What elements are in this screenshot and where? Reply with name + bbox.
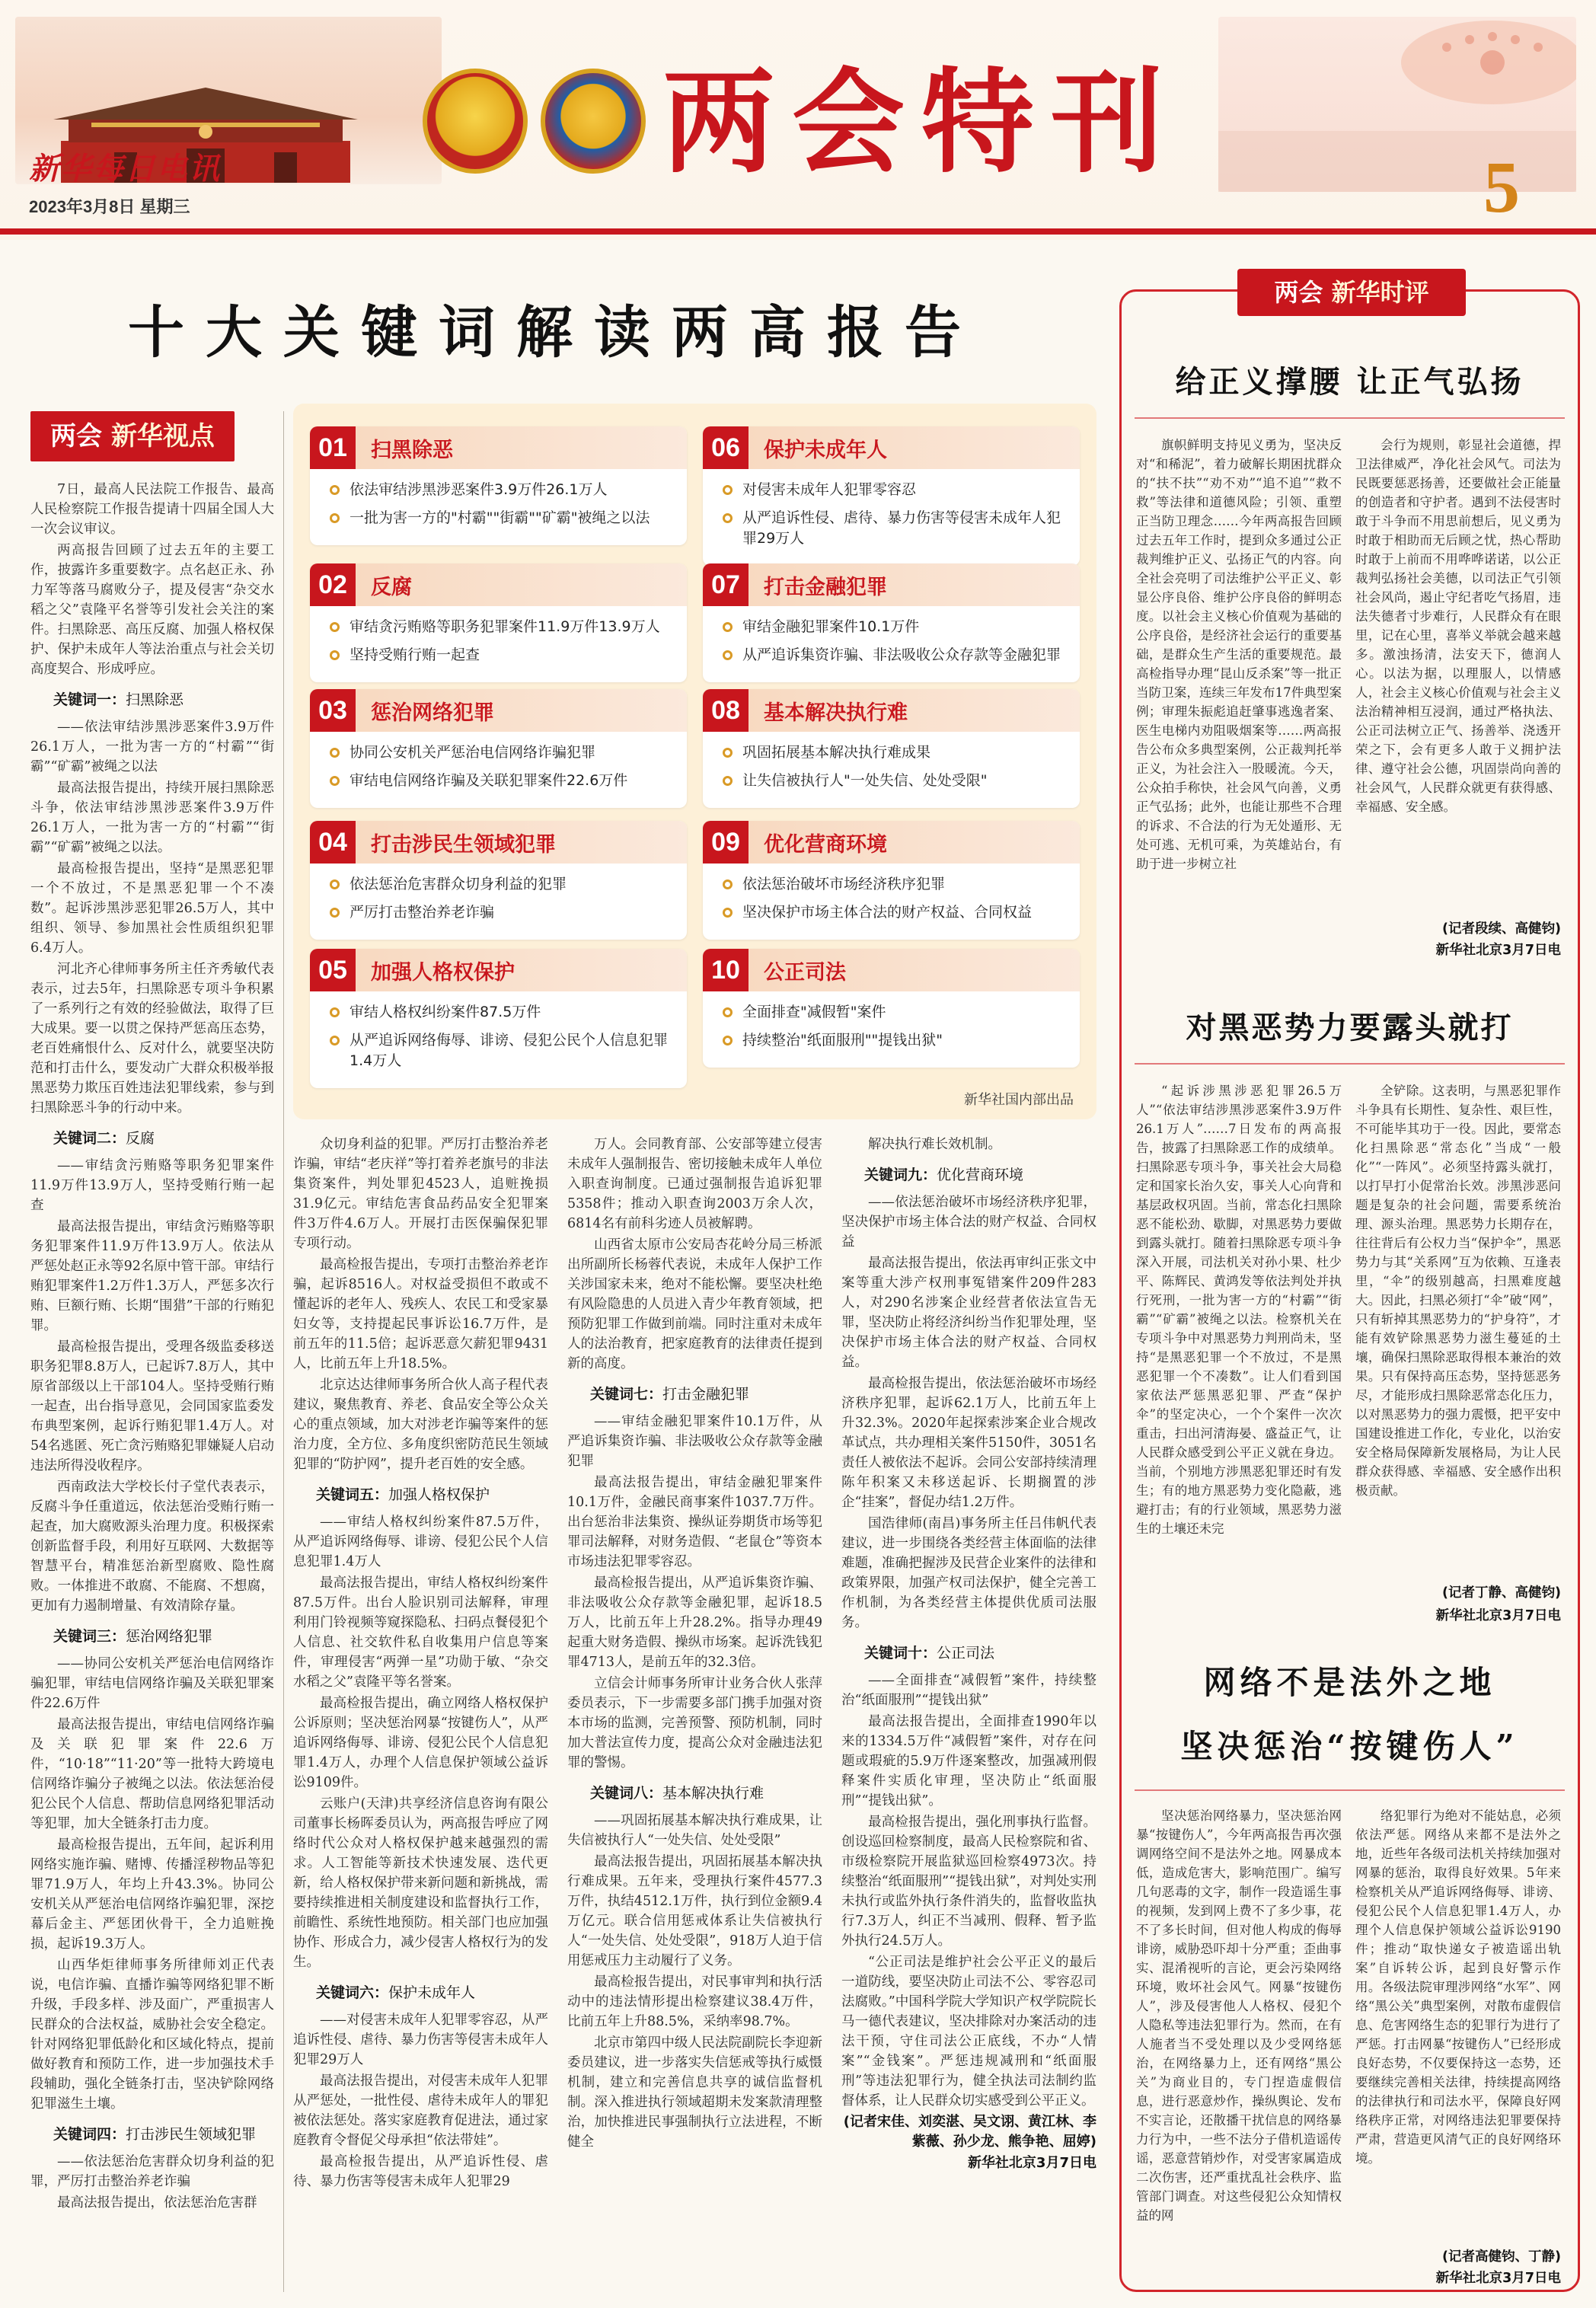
badge-label-part1: 两会 xyxy=(50,421,102,452)
keyword-number: 关键词十： xyxy=(864,1645,937,1662)
article-paragraph: 最高检报告提出，受理各级监委移送职务犯罪8.8万人，已起诉7.8万人，其中原省部级以上干部104人。坚持受贿行贿一起查，出台指导意见，会同国家监委发布典型案例，起诉行贿犯罪1.4万人。对54名逃匿、死亡贪污贿赂犯罪嫌疑人启动违法所得没收程序。 xyxy=(30,1339,274,1473)
article-paragraph: 西南政法大学校长付子堂代表表示，反腐斗争任重道远，依法惩治受贿行贿一起查，加大腐败源头治理力度。积极探索创新监督手段，利用好互联网、大数据等智慧平台，精准惩治新型腐败、隐性腐败。一体推进不敢腐、不能腐、不想腐，更加有力遏制增量、有效清除存量。 xyxy=(30,1480,274,1614)
article-paragraph: ——审结贪污贿赂等职务犯罪案件11.9万件13.9万人，坚持受贿行贿一起查 xyxy=(30,1158,274,1213)
keyword-number: 关键词八： xyxy=(590,1785,663,1802)
keyword-card-header xyxy=(703,563,1080,606)
bullet-dot-icon xyxy=(723,622,733,632)
article-byline: 新华社北京3月7日电 xyxy=(967,2155,1096,2171)
bullet-dot-icon xyxy=(723,1007,733,1017)
bullet-dot-icon xyxy=(723,879,733,889)
keyword-point-text: 审结人格权纠纷案件87.5万件 xyxy=(350,1004,541,1020)
keyword-number: 关键词五： xyxy=(316,1486,389,1503)
keyword-card-title: 惩治网络犯罪 xyxy=(371,701,494,725)
header-rule xyxy=(0,228,1596,235)
keyword-point xyxy=(327,771,673,791)
keyword-point-text: 审结贪污贿赂等职务犯罪案件11.9万件13.9万人 xyxy=(350,618,660,635)
editorial-3-title: 网络不是法外之地 坚决惩治“按键伤人” xyxy=(1180,1664,1519,1765)
article-paragraph: ——巩固拓展基本解决执行难成果，让失信被执行人“一处失信、处处受限” xyxy=(567,1813,822,1848)
keyword-point-text: 从严追诉网络侮辱、诽谤、侵犯公民个人信息犯罪1.4万人 xyxy=(350,1032,669,1069)
article-paragraph: ——依法惩治破坏市场经济秩序犯罪，坚决保护市场主体合法的财产权益、合同权益 xyxy=(841,1195,1096,1250)
keyword-topic: 反腐 xyxy=(126,1130,155,1147)
keyword-point xyxy=(720,874,1066,895)
keyword-card xyxy=(703,821,1080,940)
keyword-card xyxy=(703,689,1080,808)
article-paragraph: ——全面排查“减假暂”案件，持续整治“纸面服刑”“提钱出狱” xyxy=(841,1673,1096,1708)
keyword-card-title: 反腐 xyxy=(371,575,412,599)
keyword-topic: 打击金融犯罪 xyxy=(662,1386,750,1403)
bullet-dot-icon xyxy=(723,1036,733,1045)
article-paragraph: 最高法报告提出，巩固拓展基本解决执行难成果。五年来，受理执行案件4577.3万件，执结4512.1万件，执行到位金额9.4万亿元。联合信用惩戒体系让失信被执行人“一处失信、处处受限”，918万人迫于信用惩戒压力主动履行了义务。 xyxy=(567,1854,822,1968)
editorial-1-right: 会行为规则，彰显社会道德，捍卫法律威严，净化社会风气。司法为民既要惩恶扬善，还要做社会正能量的创造者和守护者。遇到不法侵害时敢于斗争而不用思前想后，见义勇为时敢于相助而无后顾之忧，热心帮助时敢于上前而不用哗哗诺诺，以公正裁判弘扬社会美德，以司法正气引领社会风尚，遏止守纪者吃气扬眉，违法失德者寸步难行，人民群众有在眼里，记在心里，喜举义举就会越来越多。激浊扬清，法安天下，德润人心。以法为据，以理服人，以情感人，社会主义核心价值观与社会主义法治精神相互浸润，通过严格执法、公正司法树立正气、扬善举、浇透开荣之下，会有更多人敢于义拥护法律、遵守社会公德，巩固崇尚向善的社会风气，人民群众就更有获得感、幸福感、安全感。 xyxy=(1355,438,1561,814)
keyword-card-points xyxy=(703,606,1080,682)
keyword-heading xyxy=(316,1983,548,2003)
article-paragraph: ——对侵害未成年人犯罪零容忍，从严追诉性侵、虐待、暴力伤害等侵害未成年人犯罪29万人 xyxy=(293,2013,548,2067)
editorial-2-byline: (记者丁静、高健钧) xyxy=(1442,1585,1561,1601)
infographic-credit: 新华社国内部出品 xyxy=(964,1092,1074,1108)
keyword-card-title: 打击涉民生领域犯罪 xyxy=(371,832,556,857)
keyword-card-number: 08 xyxy=(703,689,749,732)
page-number: 5 xyxy=(1483,146,1520,228)
keyword-point xyxy=(327,645,673,666)
keyword-topic: 保护未成年人 xyxy=(388,1984,476,2001)
badge-label-part1: 两会 xyxy=(1274,278,1323,307)
bullet-dot-icon xyxy=(330,776,340,786)
article-paragraph: 解决执行难长效机制。 xyxy=(868,1137,1001,1152)
keyword-point xyxy=(720,508,1066,549)
keyword-card-points xyxy=(310,991,687,1088)
bullet-dot-icon xyxy=(723,748,733,758)
keyword-point xyxy=(720,742,1066,763)
article-paragraph: 山西华炬律师事务所律师刘正代表说，电信诈骗、直播诈骗等网络犯罪不断升级，手段多样、涉及面广，严重损害人民群众的合法权益，威胁社会安全稳定。针对网络犯罪低龄化和区域化特点，提前做好教育和预防工作，进一步加强技术手段辅助，强化全链条打击，坚决铲除网络犯罪滋生土壤。 xyxy=(30,1958,274,2112)
keyword-point-text: 审结电信网络诈骗及关联犯罪案件22.6万件 xyxy=(350,772,628,789)
bullet-dot-icon xyxy=(330,650,340,660)
article-paragraph: 最高法报告提出，审结电信网络诈骗及关联犯罪案件22.6万件，“10·18”“11·20”等一批特大跨境电信网络诈骗分子被绳之以法。依法惩治侵犯公民个人信息、帮助信息网络犯罪活动等犯罪，加大全链条打击力度。 xyxy=(30,1717,274,1831)
keyword-card-points xyxy=(310,469,687,545)
keyword-topic: 惩治网络犯罪 xyxy=(126,1628,213,1645)
keyword-card xyxy=(310,426,687,545)
keyword-topic: 基本解决执行难 xyxy=(662,1785,764,1802)
keyword-card-number: 03 xyxy=(310,689,356,732)
keyword-card-number: 09 xyxy=(703,821,749,864)
article-paragraph: 最高法报告提出，全面排查1990年以来的1334.5万件“减假暂”案件，对存在问题或瑕疵的5.9万件逐案整改，加强减刑假释案件实质化审理，坚决防止“纸面服刑”“提钱出狱”。 xyxy=(841,1714,1096,1808)
keyword-topic: 优化营商环境 xyxy=(937,1167,1024,1183)
keyword-card-header xyxy=(310,821,687,864)
article-paragraph: ——审结金融犯罪案件10.1万件，从严追诉集资诈骗、非法吸收公众存款等金融犯罪 xyxy=(567,1414,822,1469)
keyword-card-title: 公正司法 xyxy=(764,960,846,985)
great-hall-photo xyxy=(1218,17,1576,192)
keyword-point xyxy=(720,480,1066,500)
bullet-dot-icon xyxy=(723,650,733,660)
title-rule xyxy=(1135,417,1565,419)
keyword-point-text: 依法惩治危害群众切身利益的犯罪 xyxy=(350,876,567,892)
keyword-number: 关键词七： xyxy=(590,1386,663,1403)
article-paragraph: 两高报告回顾了过去五年的主要工作，披露许多重要数字。点名赵正永、孙力军等落马腐败分子，提及侵害“杂交水稻之父”袁隆平名誉等引发社会关注的案件。扫黑除恶、高压反腐、加强人格权保护、保护未成年人等法治重点与社会关切高度契合、形成呼应。 xyxy=(30,543,274,677)
article-byline: (记者宋佳、刘奕湛、吴文诩、黄江林、李紫薇、孙少龙、熊争艳、屈婷) xyxy=(843,2114,1096,2150)
title-rule xyxy=(1135,1789,1565,1791)
article-column-3 xyxy=(567,1135,822,2296)
keyword-card-title: 打击金融犯罪 xyxy=(764,575,887,599)
article-column-2 xyxy=(293,1135,548,2296)
article-paragraph: 最高法报告提出，审结贪污贿赂等职务犯罪案件11.9万件13.9万人。依法从严惩处赵正永等92名原中管干部。审结行贿犯罪案件1.2万件1.3万人，严惩多次行贿、巨额行贿、长期“围猎”干部的行贿犯罪。 xyxy=(30,1219,274,1333)
keyword-card xyxy=(310,821,687,940)
keyword-heading xyxy=(53,1626,274,1646)
keyword-card-header xyxy=(310,563,687,606)
article-paragraph: 最高法报告提出，持续开展扫黑除恶斗争，依法审结涉黑涉恶案件3.9万件26.1万人，一批为害一方的“村霸”“街霸”“矿霸”被绳之以法。 xyxy=(30,781,274,855)
keyword-card-header xyxy=(310,689,687,732)
keyword-card-points xyxy=(703,991,1080,1068)
keyword-card-number: 02 xyxy=(310,563,356,606)
bullet-dot-icon xyxy=(330,485,340,495)
keyword-point-text: 对侵害未成年人犯罪零容忍 xyxy=(742,481,917,498)
keyword-number: 关键词二： xyxy=(53,1130,126,1147)
editorial-1-byline: (记者段续、高健钧) xyxy=(1442,921,1561,937)
article-paragraph: 云账户(天津)共享经济信息咨询有限公司董事长杨晖委员认为，两高报告呼应了网络时代公众对人格权保护越来越强烈的需求。人工智能等新技术快速发展、迭代更新，给人格权保护带来新问题和新挑战，需要持续推进相关制度建设和监督执行工作，前瞻性、系统性地预防。相关部门也应加强协作、形成合力，减少侵害人格权行为的发生。 xyxy=(293,1796,548,1970)
keyword-topic: 打击涉民生领域犯罪 xyxy=(126,2126,257,2143)
keyword-point-text: 坚持受贿行贿一起查 xyxy=(350,646,480,663)
bullet-dot-icon xyxy=(330,513,340,523)
keyword-heading xyxy=(590,1783,822,1803)
keyword-point-text: 严厉打击整治养老诈骗 xyxy=(350,904,495,921)
keyword-card xyxy=(703,949,1080,1068)
badge-label-part2: 新华时评 xyxy=(1323,278,1429,307)
article-paragraph: 立信会计师事务所审计业务合伙人张萍委员表示，下一步需要多部门携手加强对资本市场的监测，完善预警、预防机制，同时加大普法宣传力度，提高公众对金融违法犯罪的警惕。 xyxy=(567,1676,822,1770)
keyword-heading xyxy=(53,690,274,710)
keyword-card-number: 04 xyxy=(310,821,356,864)
keyword-card xyxy=(310,949,687,1088)
keyword-card-header xyxy=(703,426,1080,469)
editorial-3-byline: (记者高健钧、丁静) xyxy=(1442,2249,1561,2265)
keyword-point xyxy=(720,645,1066,666)
keyword-point xyxy=(720,1002,1066,1023)
keyword-point-text: 从严追诉性侵、虐待、暴力伤害等侵害未成年人犯罪29万人 xyxy=(742,509,1061,547)
keyword-point-text: 依法审结涉黑涉恶案件3.9万件26.1万人 xyxy=(350,481,608,498)
national-emblem-icon xyxy=(423,69,528,174)
keyword-point-text: 审结金融犯罪案件10.1万件 xyxy=(742,618,920,635)
keyword-heading xyxy=(864,1643,1096,1663)
newspaper-logo: 新华每日电讯 xyxy=(29,151,221,187)
article-paragraph: 万人。会同教育部、公安部等建立侵害未成年人强制报告、密切接触未成年人单位入职查询制度。已通过强制报告追诉犯罪5358件；推动入职查询2003万余人次，6814名有前科劣迹人员被解聘。 xyxy=(567,1137,822,1231)
editorial-1-dateline: 新华社北京3月7日电 xyxy=(1435,943,1561,958)
xinhua-viewpoint-badge xyxy=(30,411,235,461)
keyword-point xyxy=(720,771,1066,791)
cppcc-emblem-icon xyxy=(541,69,646,174)
article-paragraph: 最高法报告提出，审结人格权纠纷案件87.5万件。出台人脸识别司法解释，审理利用门铃视频等窥探隐私、扫码点餐侵犯个人信息、社交软件私自收集用户信息等案件，审理侵害“两弹一星”功勋于敏、“杂交水稻之父”袁隆平等名誉案。 xyxy=(293,1575,548,1690)
keyword-card-number: 07 xyxy=(703,563,749,606)
article-paragraph: 最高法报告提出，对侵害未成年人犯罪从严惩处，一批性侵、虐待未成年人的罪犯被依法惩处。落实家庭教育促进法，通过家庭教育令督促父母承担“依法带娃”。 xyxy=(293,2073,548,2148)
column-divider xyxy=(283,411,284,2292)
keyword-heading xyxy=(316,1485,548,1505)
keyword-heading xyxy=(53,1128,274,1148)
keyword-card-title: 基本解决执行难 xyxy=(764,701,908,725)
issue-date: 2023年3月8日 星期三 xyxy=(29,197,190,216)
keyword-topic: 公正司法 xyxy=(937,1645,995,1662)
bullet-dot-icon xyxy=(330,622,340,632)
keyword-point xyxy=(327,508,673,528)
keyword-number: 关键词九： xyxy=(864,1167,937,1183)
editorial-1-left: 旗帜鲜明支持见义勇为，坚决反对“和稀泥”，着力破解长期困扰群众的“扶不扶”“劝不劝”“追不追”“救不救”等法律和道德风险；引领、重塑正当防卫理念……今年两高报告回顾过去五年工作时，提到众多通过公正裁判维护正义、弘扬正气的内容。向全社会亮明了司法维护公平正义、彰显公序良俗、维护公序良俗的鲜明态度。以社会主义核心价值观为基础的公序良俗，是经济社会运行的重要基础，是群众生产生活的重要规范。最高检指导办理“昆山反杀案”等一批正当防卫案，连续三年发布17件典型案例；审理朱振彪追赶肇事逃逸者案、医生电梯内劝阻吸烟案等……两高报告公布众多典型案例，公正裁判托举正义，为社会注入一股暖流。今天，公众拍手称快，社会风气向善，义勇正气弘扬；此外，也能让那些不合理的诉求、不合法的行为无处遁形、无处可逃、无机可乘，为英雄站台，有助于进一步树立社 xyxy=(1136,438,1342,871)
keyword-point-text: 从严追诉集资诈骗、非法吸收公众存款等金融犯罪 xyxy=(742,646,1061,663)
keyword-card-header xyxy=(310,426,687,469)
article-paragraph: ——审结人格权纠纷案件87.5万件，从严追诉网络侮辱、诽谤、侵犯公民个人信息犯罪1.4万人 xyxy=(293,1515,548,1569)
keyword-point-text: 让失信被执行人"一处失信、处处受限" xyxy=(742,772,988,789)
keyword-topic: 加强人格权保护 xyxy=(388,1486,490,1503)
keyword-point xyxy=(327,902,673,923)
article-paragraph: 最高法报告提出，审结金融犯罪案件10.1万件，金融民商事案件1037.7万件。出台惩治非法集资、操纵证券期货市场等犯罪司法解释，对财务造假、“老鼠仓”等资本市场违法犯罪零容忍。 xyxy=(567,1475,822,1569)
keyword-number: 关键词三： xyxy=(53,1628,126,1645)
keyword-point xyxy=(720,617,1066,637)
article-paragraph: 最高检报告提出，强化刑事执行监督。创设巡回检察制度，最高人民检察院和省、市级检察院开展监狱巡回检察4973次。持续整治“纸面服刑”“提钱出狱”，对判处实刑未执行或监外执行条件消失的，监督收监执行7.3万人，纠正不当减刑、假释、暂予监外执行24.5万人。 xyxy=(841,1815,1096,1949)
keyword-card-number: 01 xyxy=(310,426,356,469)
bullet-dot-icon xyxy=(330,748,340,758)
keyword-card-points xyxy=(310,606,687,682)
keyword-point xyxy=(327,617,673,637)
main-headline: 十大关键词解读两高报告 xyxy=(128,300,982,366)
keyword-point-text: 巩固拓展基本解决执行难成果 xyxy=(742,744,931,761)
editorial-3-dateline: 新华社北京3月7日电 xyxy=(1435,2271,1561,2286)
article-paragraph: 最高检报告提出，专项打击整治养老诈骗，起诉8516人。对权益受损但不敢或不懂起诉的老年人、残疾人、农民工和受家暴妇女等，支持提起民事诉讼16.7万件，是前五年的11.5倍；起诉恶意欠薪犯罪9431人，比前五年上升18.5%。 xyxy=(293,1257,548,1371)
article-paragraph: 河北齐心律师事务所主任齐秀敏代表表示，过去5年，扫黑除恶专项斗争积累了一系列行之有效的经验做法，取得了巨大成果。要一以贯之保持严惩高压态势，老百姓痛恨什么、反对什么，就要坚决防范和打击什么，要发动广大群众积极举报黑恶势力欺压百姓违法犯罪线索，参与到扫黑除恶斗争的行动中来。 xyxy=(30,962,274,1116)
keyword-card-header xyxy=(703,821,1080,864)
article-paragraph: 最高法报告提出，依法惩治危害群 xyxy=(57,2195,257,2211)
keyword-point xyxy=(720,1030,1066,1051)
keyword-point xyxy=(720,902,1066,923)
article-paragraph: 最高检报告提出，确立网络人格权保护公诉原则；坚决惩治网暴“按键伤人”，从严追诉网络侮辱、诽谤、侵犯公民个人信息犯罪1.4万人，办理个人信息保护领域公益诉讼9109件。 xyxy=(293,1696,548,1790)
keyword-card xyxy=(310,563,687,682)
keyword-number: 关键词一： xyxy=(53,691,126,708)
keyword-card-number: 06 xyxy=(703,426,749,469)
special-edition-title: 两会特刊 xyxy=(662,56,1180,188)
article-paragraph: 最高检报告提出，坚持“是黑恶犯罪一个不放过，不是黑恶犯罪一个不凑数”。起诉涉黑涉恶犯罪26.5万人，其中组织、领导、参加黑社会性质组织犯罪6.4万人。 xyxy=(30,861,274,956)
keyword-point-text: 依法惩治破坏市场经济秩序犯罪 xyxy=(742,876,946,892)
editorial-1-title: 给正义撑腰 让正气弘扬 xyxy=(1175,364,1524,400)
editorial-2-dateline: 新华社北京3月7日电 xyxy=(1435,1608,1561,1623)
keyword-number: 关键词六： xyxy=(316,1984,389,2001)
keyword-card xyxy=(703,426,1080,566)
keyword-point xyxy=(327,874,673,895)
keyword-card-header xyxy=(703,689,1080,732)
keyword-card-header xyxy=(310,949,687,991)
keyword-card-title: 加强人格权保护 xyxy=(371,960,515,985)
keyword-heading xyxy=(590,1384,822,1404)
keyword-card-number: 05 xyxy=(310,949,356,991)
keyword-point-text: 坚决保护市场主体合法的财产权益、合同权益 xyxy=(742,904,1033,921)
keyword-card-number: 10 xyxy=(703,949,749,991)
article-paragraph: 最高检报告提出，从严追诉集资诈骗、非法吸收公众存款等金融犯罪，起诉18.5万人，比前五年上升28.2%。指导办理49起重大财务造假、操纵市场案。起诉洗钱犯罪4713人，是前五年的32.3倍。 xyxy=(567,1575,822,1670)
keyword-heading xyxy=(53,2124,274,2144)
keyword-point-text: 全面排查"减假暂"案件 xyxy=(742,1004,886,1020)
keyword-point-text: 持续整治"纸面服刑""提钱出狱" xyxy=(742,1032,943,1049)
badge-label-part2: 新华视点 xyxy=(102,421,215,452)
article-paragraph: 最高检报告提出，对民事审判和执行活动中的违法情形提出检察建议38.4万件，比前五年上升88.5%，采纳率98.7%。 xyxy=(567,1974,822,2029)
ten-keywords-infographic xyxy=(293,404,1096,1119)
keyword-card-points xyxy=(703,732,1080,808)
article-column-4 xyxy=(841,1135,1096,2296)
bullet-dot-icon xyxy=(723,485,733,495)
keyword-card-points xyxy=(703,864,1080,940)
article-paragraph: “公正司法是维护社会公平正义的最后一道防线，要坚决防止司法不公、零容忍司法腐败。”中国科学院大学知识产权学院院长马一德代表建议，坚决排除对办案活动的违法干预，守住司法公正底线，不办“人情案”“金钱案”。严惩违规减刑和“纸面服刑”等违法犯罪行为，健全执法司法制约监督体系，让人民群众切实感受到公平正义。 xyxy=(841,1955,1096,2108)
article-paragraph: 最高检报告提出，从严追诉性侵、虐待、暴力伤害等侵害未成年人犯罪29 xyxy=(293,2154,548,2189)
xinhua-commentary-badge xyxy=(1237,269,1466,316)
article-paragraph: 最高法报告提出，依法再审纠正张文中案等重大涉产权刑事冤错案件209件283人，对290名涉案企业经营者依法宣告无罪，坚决防止将经济纠纷当作犯罪处理，坚决保护市场主体合法的财产权益、合同权益。 xyxy=(841,1256,1096,1370)
editorial-2-right: 全铲除。这表明，与黑恶犯罪作斗争具有长期性、复杂性、艰巨性，不可能毕其功于一役。因此，要常态化扫黑除恶“常态化”当成“一般化”“一阵风”。必须坚持露头就打，以打早打小促常治长效。涉黑涉恶问题是复杂的社会问题，需要系统治理、源头治理。黑恶势力长期存在，往往背后有公权力当“保护伞”，黑恶势力与其“关系网”互为依赖、互逢表里，“伞”的级别越高，扫黑难度越大。因此，扫黑必须打“伞”破“网”，只有斩掉其黑恶势力的“护身符”，才能有效铲除黑恶势力滋生蔓延的土壤，确保扫黑除恶取得根本兼治的效果。只有保持高压态势，坚持惩恶务尽，才能形成扫黑除恶常态化压力，以对黑恶势力的强力震慑，把平安中国建设推进工作化，专业化，以治安安全格局保障新发展格局，为让人民群众获得感、幸福感、安全感作出积极贡献。 xyxy=(1355,1084,1561,1498)
article-paragraph: ——协同公安机关严惩治电信网络诈骗犯罪，审结电信网络诈骗及关联犯罪案件22.6万件 xyxy=(30,1656,274,1711)
keyword-point xyxy=(327,480,673,500)
article-paragraph: ——依法审结涉黑涉恶案件3.9万件26.1万人，一批为害一方的“村霸”“街霸”“矿霸”被绳之以法 xyxy=(30,720,274,774)
article-paragraph: 山西省太原市公安局杏花岭分局三桥派出所副所长杨蓉代表说，未成年人保护工作关涉国家未来，绝对不能松懈。要坚决杜绝有风险隐患的人员进入青少年教育领域，把预防犯罪工作做到前端。同时注重对未成年人的法治教育，把家庭教育的法律责任提到新的高度。 xyxy=(567,1237,822,1371)
article-paragraph: 北京达达律师事务所合伙人高子程代表建议，聚焦教育、养老、食品安全等公众关心的重点领域，加大对涉老诈骗等案件的惩治力度，全方位、多角度织密防范民生领域犯罪的“防护网”，提升老百姓的安全感。 xyxy=(293,1377,548,1472)
article-paragraph: 众切身利益的犯罪。严厉打击整治养老诈骗，审结“老庆祥”等打着养老旗号的非法集资案件，判处罪犯4523人，追赃挽损31.9亿元。审结危害食品药品安全犯罪案件3万件4.6万人。开展打击医保骗保犯罪专项行动。 xyxy=(293,1137,548,1251)
keyword-point xyxy=(327,742,673,763)
keyword-card-points xyxy=(703,469,1080,566)
article-paragraph: 7日，最高人民法院工作报告、最高人民检察院工作报告提请十四届全国人大一次会议审议。 xyxy=(30,482,274,537)
editorial-3-left: 坚决惩治网络暴力，坚决惩治网暴“按键伤人”，今年两高报告再次强调网络空间不是法外之地。网暴成本低，造成危害大，影响范围广。编写几句恶毒的文字，制作一段造谣生事的视频，发到网上费不了多少事，花不了多长时间，但对他人构成的侮辱诽谤，威胁恐吓却十分严重；歪曲事实、混淆视听的言论，更会污染网络环境，败坏社会风气。网暴“按键伤人”，涉及侵害他人人格权、侵犯个人隐私等违法犯罪行为。然而，在有人施者当不受处理以及少受网络惩治，在网络暴力上，还有网络“黑公关”为商业目的，专门捏造虚假信息，进行恶意炒作，操纵舆论、发布不实言论，还散播干扰信息的网络暴力行为中，一些不法分子借机造谣传谣，恶意营销炒作，对受害家属造成二次伤害，还严重扰乱社会秩序、监管部门调查。对这些侵犯公众知情权益的网 xyxy=(1136,1808,1342,2223)
masthead xyxy=(0,0,1596,240)
keyword-card-title: 优化营商环境 xyxy=(764,832,887,857)
editorial-3-right: 络犯罪行为绝对不能姑息，必须依法严惩。网络从来都不是法外之地，近些年各级司法机关持续加强对网暴的惩治，取得良好效果。5年来检察机关从严追诉网络侮辱、诽谤、侵犯公民个人信息犯罪1.4万人，办理个人信息保护领域公益诉讼9190件；推动“取快递女子被造谣出轨案”自诉转公诉，起到良好警示作用。各级法院审理涉网络“水军”、网络“黑公关”典型案例，对散布虚假信息、危害网络生态的犯罪行为进行了严惩。打击网暴“按键伤人”已经形成良好态势，不仅要保持这一态势，还要继续完善相关法律，持续提高网络的法律执行和司法水平，保障良好网络秩序正常，对网络违法犯罪要保持严肃，营造更风清气正的良好网络环境。 xyxy=(1355,1808,1561,2166)
bullet-dot-icon xyxy=(723,513,733,523)
article-paragraph: ——依法惩治危害群众切身利益的犯罪，严厉打击整治养老诈骗 xyxy=(30,2154,274,2189)
keyword-point xyxy=(327,1002,673,1023)
keyword-card xyxy=(310,689,687,808)
article-paragraph: 最高检报告提出，依法惩治破坏市场经济秩序犯罪，起诉62.1万人，比前五年上升32.3%。2020年起探索涉案企业合规改革试点，共办理相关案件5150件，3051名责任人被依法不起诉。会同公安部持续清理陈年积案又未移送起诉、长期搁置的涉企“挂案”，督促办结1.2万件。 xyxy=(841,1376,1096,1510)
editorial-2-title: 对黑恶势力要露头就打 xyxy=(1186,1010,1514,1045)
keyword-topic: 扫黑除恶 xyxy=(126,691,184,708)
title-rule xyxy=(1135,1063,1565,1065)
keyword-number: 关键词四： xyxy=(53,2126,126,2143)
keyword-point-text: 协同公安机关严惩治电信网络诈骗犯罪 xyxy=(350,744,596,761)
keyword-card-points xyxy=(310,864,687,940)
keyword-card-title: 保护未成年人 xyxy=(764,438,887,462)
keyword-point xyxy=(327,1030,673,1071)
bullet-dot-icon xyxy=(723,776,733,786)
keyword-card xyxy=(703,563,1080,682)
bullet-dot-icon xyxy=(330,879,340,889)
editorial-2-left: “起诉涉黑涉恶犯罪26.5万人”“依法审结涉黑涉恶案件3.9万件26.1万人”……7日发布的两高报告，披露了扫黑除恶工作的成绩单。扫黑除恶专项斗争，事关社会大局稳定和国家长治久安，事关人心向背和基层政权巩固。当前，常态化扫黑除恶不能松劲、歇脚，对黑恶势力要做到露头就打。随着扫黑除恶专项斗争深入开展，司法机关对孙小果、杜少平、陈辉民、黄鸿发等依法判处并执行死刑，一批为害一方的“村霸”“街霸”“矿霸”被绳之以法。检察机关在专项斗争中对黑恶势力判刑尚未，坚持“是黑恶犯罪一个不放过，不是黑恶犯罪一个不凑数”。让人们看到国家依法严惩黑恶犯罪、严查“保护伞”的坚定决心，一个个案件一次次重击，扫出河清海晏、盛益正气，让人民群众感受到公平正义就在身边。当前，个别地方涉黑恶犯罪还时有发生；有的地方黑恶势力变化隐蔽，逃避打击；有的行业领域，黑恶势力滋生的土壤还未完 xyxy=(1136,1084,1342,1536)
article-paragraph: 北京市第四中级人民法院副院长李迎新委员建议，进一步落实失信惩戒等执行威慑机制，建立和完善信息共享的诚信监督机制。深入推进执行领域超期未发案款清理整治，加快推进民事强制执行立法进程，不断健全 xyxy=(567,2035,822,2150)
keyword-card-points xyxy=(310,732,687,808)
bullet-dot-icon xyxy=(723,908,733,918)
keyword-card-header xyxy=(703,949,1080,991)
bullet-dot-icon xyxy=(330,1007,340,1017)
keyword-heading xyxy=(864,1165,1096,1185)
article-paragraph: 最高检报告提出，五年间，起诉利用网络实施诈骗、赌博、传播淫秽物品等犯罪71.9万人，年均上升43.3%。协同公安机关从严惩治电信网络诈骗犯罪，深挖幕后金主、严惩团伙骨干，全力追赃挽损，起诉19.3万人。 xyxy=(30,1837,274,1952)
article-paragraph: 国浩律师(南昌)事务所主任吕伟帆代表建议，进一步围绕各类经营主体面临的法律难题，准确把握涉及民营企业案件的法律和政策界限，加强产权司法保护，健全完善工作机制，为各类经营主体提供优质司法服务。 xyxy=(841,1516,1096,1630)
bullet-dot-icon xyxy=(330,908,340,918)
bullet-dot-icon xyxy=(330,1036,340,1045)
article-column-1 xyxy=(30,480,274,2296)
keyword-card-title: 扫黑除恶 xyxy=(371,438,453,462)
keyword-point-text: 一批为害一方的"村霸""街霸""矿霸"被绳之以法 xyxy=(350,509,650,526)
